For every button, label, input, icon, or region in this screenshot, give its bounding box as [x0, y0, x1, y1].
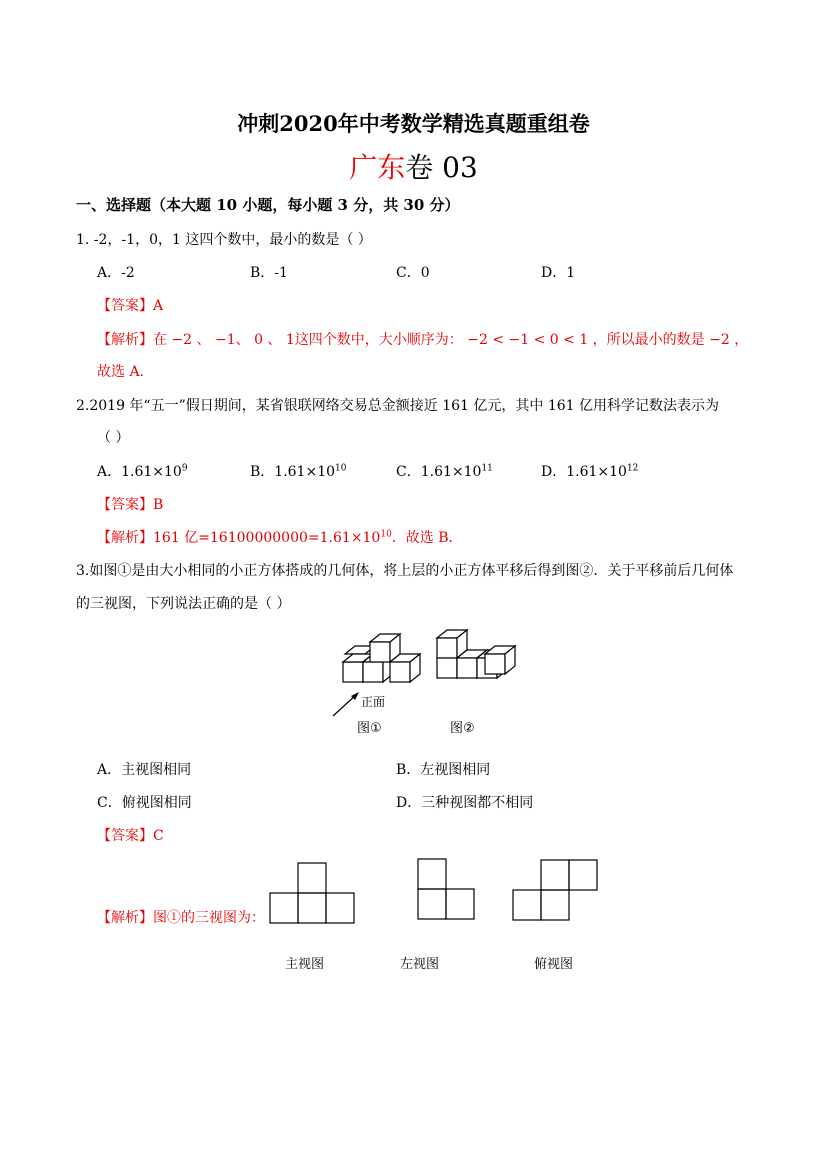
q2-option-c: C．$1.61\times 10^{11}$ — [396, 463, 493, 480]
q1-option-a: A．-2 — [97, 265, 135, 281]
fig1-label: 图① — [357, 721, 382, 736]
q2-option-d: D．$1.61\times 10^{12}$ — [541, 463, 639, 480]
top-view — [513, 860, 597, 920]
q3-option-d: D．三种视图都不相同 — [396, 795, 534, 811]
q1-option-d: D．1 — [541, 265, 576, 281]
q1-answer: 【答案】A — [97, 298, 164, 314]
q3-three-views — [268, 855, 608, 975]
q3-option-b: B．左视图相同 — [396, 762, 491, 778]
q1-option-c: C．0 — [396, 265, 430, 281]
front-view — [270, 863, 354, 923]
left-view — [418, 859, 474, 919]
q3-option-a: A．主视图相同 — [97, 762, 192, 778]
left-view-label: 左视图 — [400, 957, 440, 972]
figure-1-cubes — [343, 634, 420, 682]
q2-analysis: 【解析】161 亿$=16100000000=1.61\times 10^{10}$．故选 B． — [97, 529, 463, 546]
fig2-label: 图② — [450, 721, 475, 736]
q1-option-b: B．-1 — [250, 265, 288, 281]
subtitle-red: 广东 — [349, 151, 406, 184]
q2-paren: （ ） — [97, 430, 130, 446]
subtitle-rest: 卷 03 — [405, 151, 478, 184]
top-view-label: 俯视图 — [534, 957, 574, 972]
front-view-label: 主视图 — [285, 957, 325, 972]
page-title: 冲刺2020年中考数学精选真题重组卷 — [237, 111, 590, 136]
q3-analysis: 【解析】图①的三视图为： — [97, 910, 265, 926]
section-heading: 一、选择题（本大题 10 小题，每小题 3 分，共 30 分） — [76, 196, 460, 214]
q3-figure — [325, 628, 525, 740]
q2-answer: 【答案】B — [97, 497, 164, 513]
q1-stem: 1. -2，-1，0，1 这四个数中，最小的数是（ ） — [76, 232, 372, 248]
q2-option-b: B．$1.61\times 10^{10}$ — [250, 463, 347, 480]
q1-analysis-2: 故选 A． — [97, 364, 154, 380]
q1-analysis: 【解析】在 −2 、 −1、 0 、 1这四个数中，大小顺序为： −2 < −1 < 0 < 1 ，所以最小的数是 −2 ， — [97, 332, 749, 348]
q2-stem: 2.2019 年“五一”假日期间，某省银联网络交易总金额接近 161 亿元，其中 161 亿用科学记数法表示为 — [76, 398, 719, 414]
q2-option-a: A．$1.61\times 10^9$ — [97, 463, 188, 480]
q3-stem-2: 的三视图，下列说法正确的是（ ） — [76, 596, 291, 612]
q3-answer: 【答案】C — [97, 828, 164, 844]
q3-stem-1: 3.如图①是由大小相同的小正方体搭成的几何体，将上层的小正方体平移后得到图②．关于平移前后几何体 — [76, 563, 734, 579]
page-subtitle — [0, 146, 827, 186]
figure-2-cubes — [437, 630, 515, 678]
front-label: 正面 — [361, 695, 386, 709]
q3-option-c: C．俯视图相同 — [97, 795, 192, 811]
